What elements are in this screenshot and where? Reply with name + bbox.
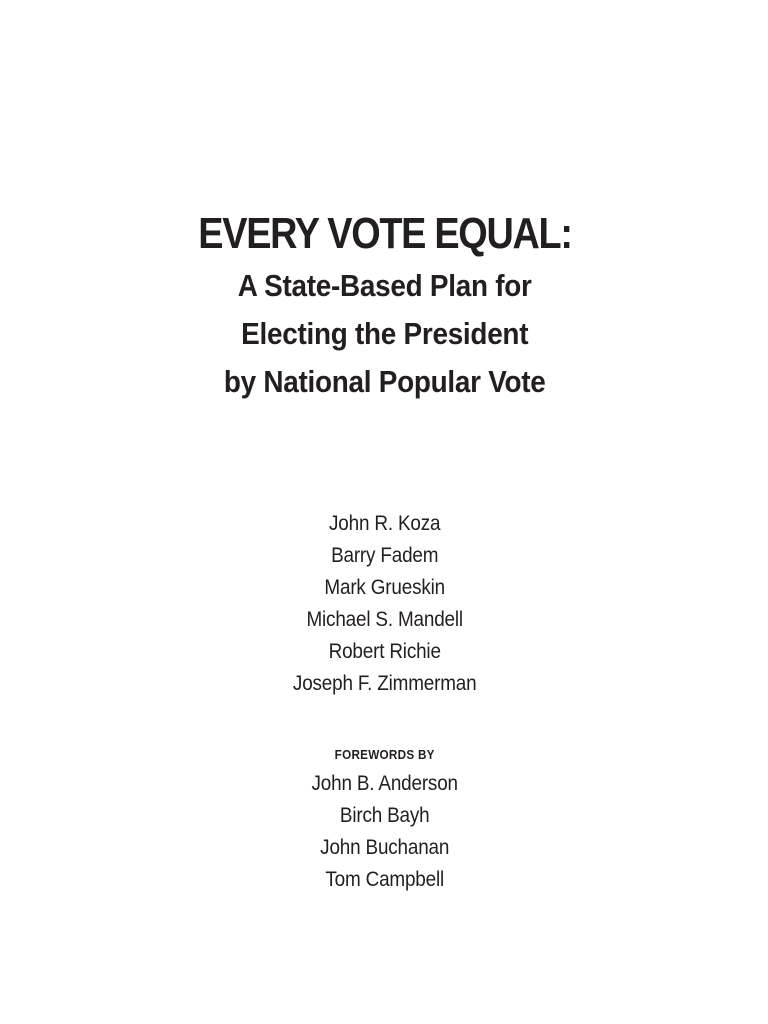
foreword-author-list — [39, 768, 730, 896]
author-name: Robert Richie — [328, 640, 441, 663]
book-title: EVERY VOTE EQUAL: — [198, 209, 572, 258]
foreword-author-name: Birch Bayh — [339, 804, 430, 827]
foreword-author-name: John Buchanan — [320, 836, 450, 859]
subtitle-line: by National Popular Vote — [223, 364, 546, 399]
forewords-label: FOREWORDS BY — [334, 747, 435, 762]
foreword-author-name: John B. Anderson — [311, 772, 458, 795]
author-name: John R. Koza — [329, 512, 441, 535]
author-list — [39, 508, 730, 700]
author-name: Joseph F. Zimmerman — [292, 672, 477, 695]
foreword-author-name: Tom Campbell — [325, 868, 445, 891]
author-name: Mark Grueskin — [324, 576, 445, 599]
book-subtitle — [39, 262, 730, 406]
subtitle-line: Electing the President — [241, 316, 529, 351]
author-name: Michael S. Mandell — [306, 608, 463, 631]
subtitle-line: A State-Based Plan for — [237, 268, 532, 303]
author-name: Barry Fadem — [331, 544, 439, 567]
